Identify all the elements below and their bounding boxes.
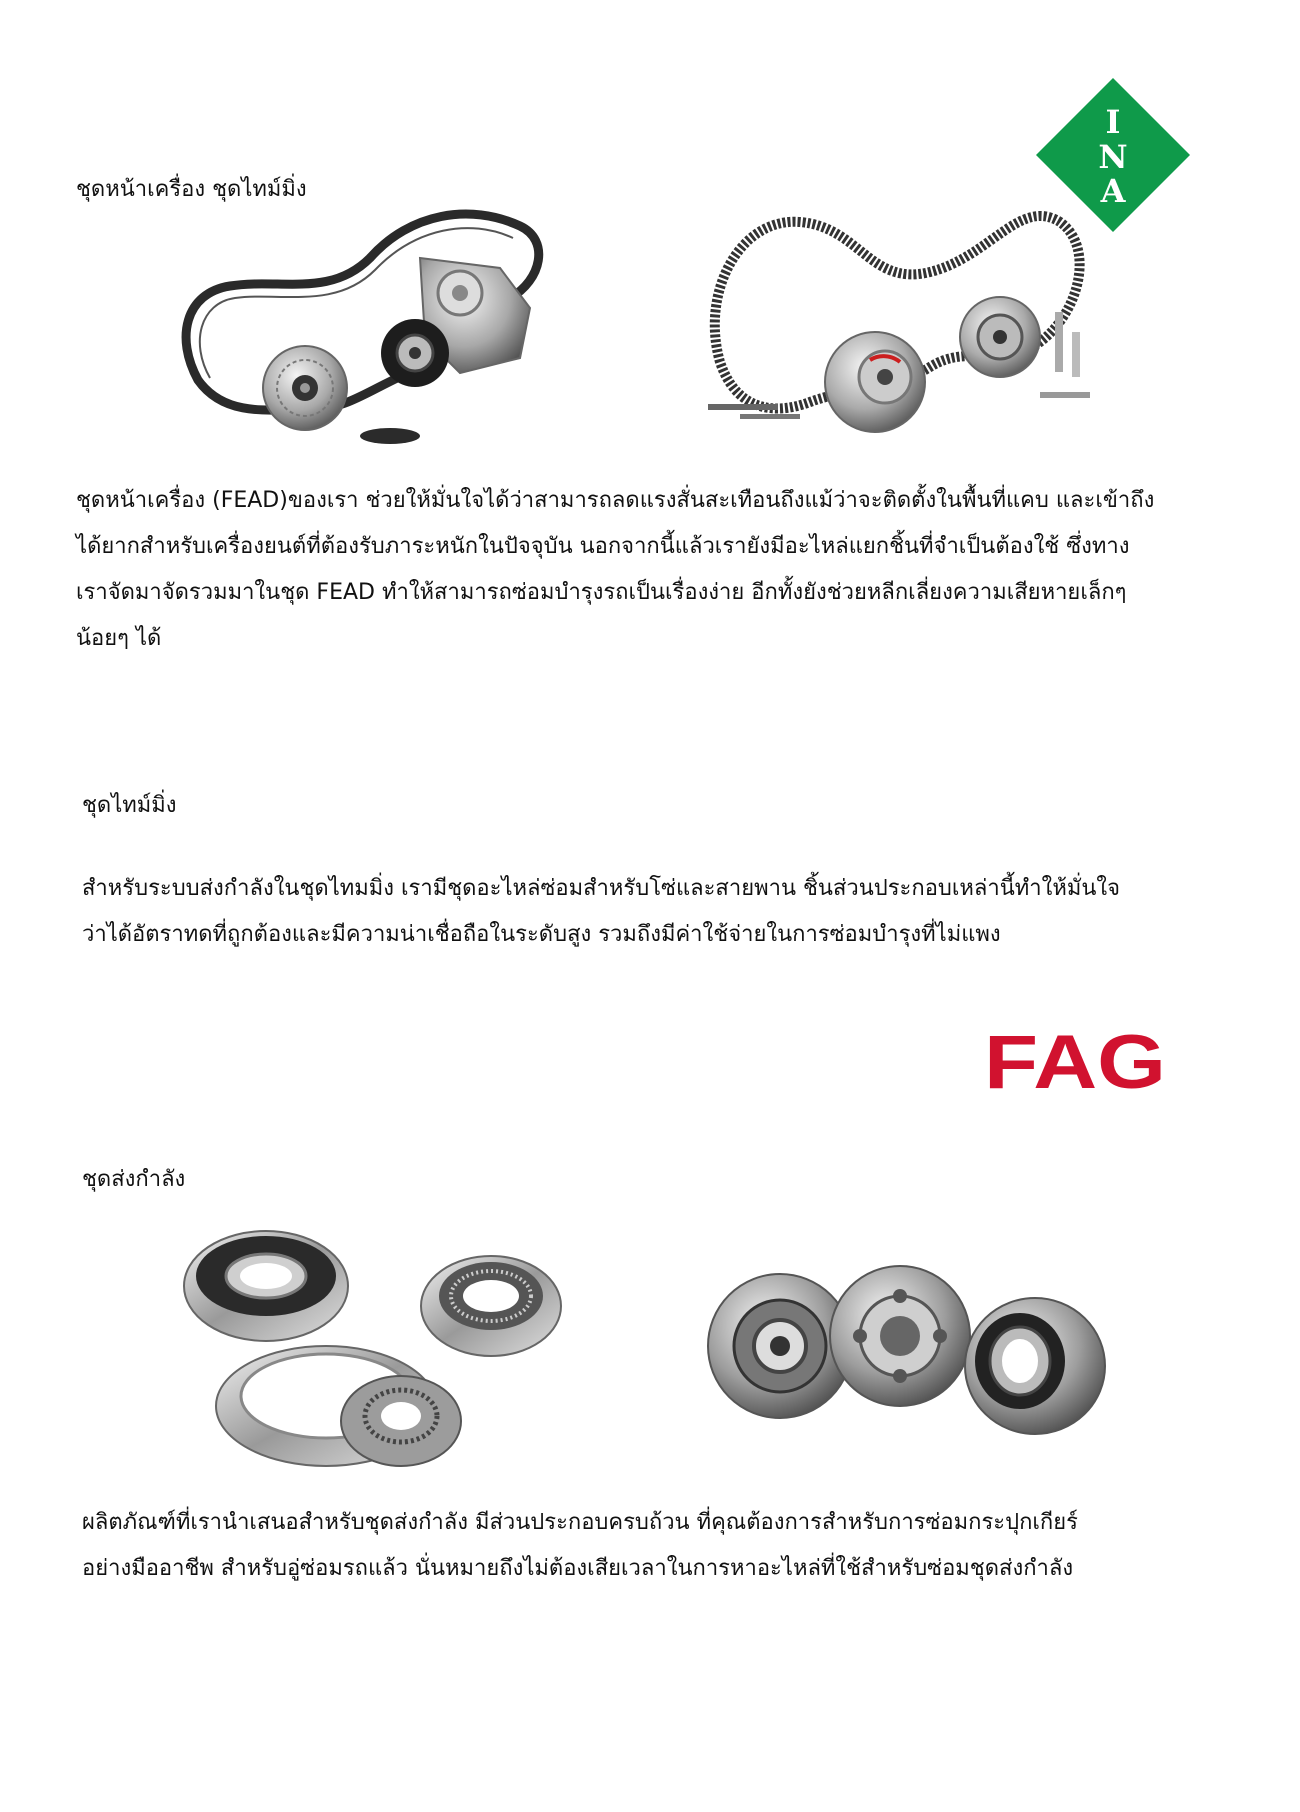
section-heading-drivetrain: ชุดส่งกำลัง [82,1167,186,1192]
section-heading-timing: ชุดไทม์มิ่ง [82,793,177,818]
ina-letter-a: A [1100,172,1126,210]
section-paragraph-fead [76,478,1256,662]
paragraph-line: ชุดหน้าเครื่อง (FEAD)ของเรา ช่วยให้มั่นใจได้ว่าสามารถลดแรงสั่นสะเทือนถึงแม้ว่าจะติดตั้งในพื้นที่แคบ และเข้าถึง [76,488,1155,513]
wheel-hubs-image [700,1246,1120,1478]
paragraph-line: อย่างมืออาชีพ สำหรับอู่ซ่อมรถแล้ว นั่นหมายถึงไม่ต้องเสียเวลาในการหาอะไหล่ที่ใช้สำหรับซ่อมชุดส่งกำลัง [82,1556,1074,1581]
fag-logo-text: FAG [984,1028,1166,1094]
section-paragraph-drivetrain [82,1500,1262,1592]
ina-letter-n: N [1098,138,1128,176]
timing-kit-image [700,192,1100,454]
paragraph-line: ว่าได้อัตราทดที่ถูกต้องและมีความน่าเชื่อถือในระดับสูง รวมถึงมีค่าใช้จ่ายในการซ่อมบำรุงที่ไม่แพง [82,922,1001,947]
paragraph-line: เราจัดมาจัดรวมมาในชุด FEAD ทำให้สามารถซ่อมบำรุงรถเป็นเรื่องง่าย อีกทั้งยังช่วยหลีกเลี่ยงความเสียหายเล็กๆ [76,580,1127,605]
ina-letter-i: I [1105,103,1121,141]
section-paragraph-timing [82,866,1262,958]
fag-logo [982,1028,1168,1094]
paragraph-line: น้อยๆ ได้ [76,626,162,651]
paragraph-line: สำหรับระบบส่งกำลังในชุดไทมมิ่ง เรามีชุดอะไหล่ซ่อมสำหรับโซ่และสายพาน ชิ้นส่วนประกอบเหล่านี้ทำให้มั่นใจ [82,876,1121,901]
bearings-image [176,1226,576,1488]
section-heading-fead: ชุดหน้าเครื่อง ชุดไทม์มิ่ง [76,177,307,202]
paragraph-line: ผลิตภัณฑ์ที่เรานำเสนอสำหรับชุดส่งกำลัง มีส่วนประกอบครบถ้วน ที่คุณต้องการสำหรับการซ่อมกระปุกเกียร์ [82,1510,1078,1535]
fead-kit-image [170,198,570,450]
paragraph-line: ได้ยากสำหรับเครื่องยนต์ที่ต้องรับภาระหนักในปัจจุบัน นอกจากนี้แล้วเรายังมีอะไหล่แยกชิ้นที่จำเป็นต้องใช้ ซึ่งทาง [76,534,1130,559]
